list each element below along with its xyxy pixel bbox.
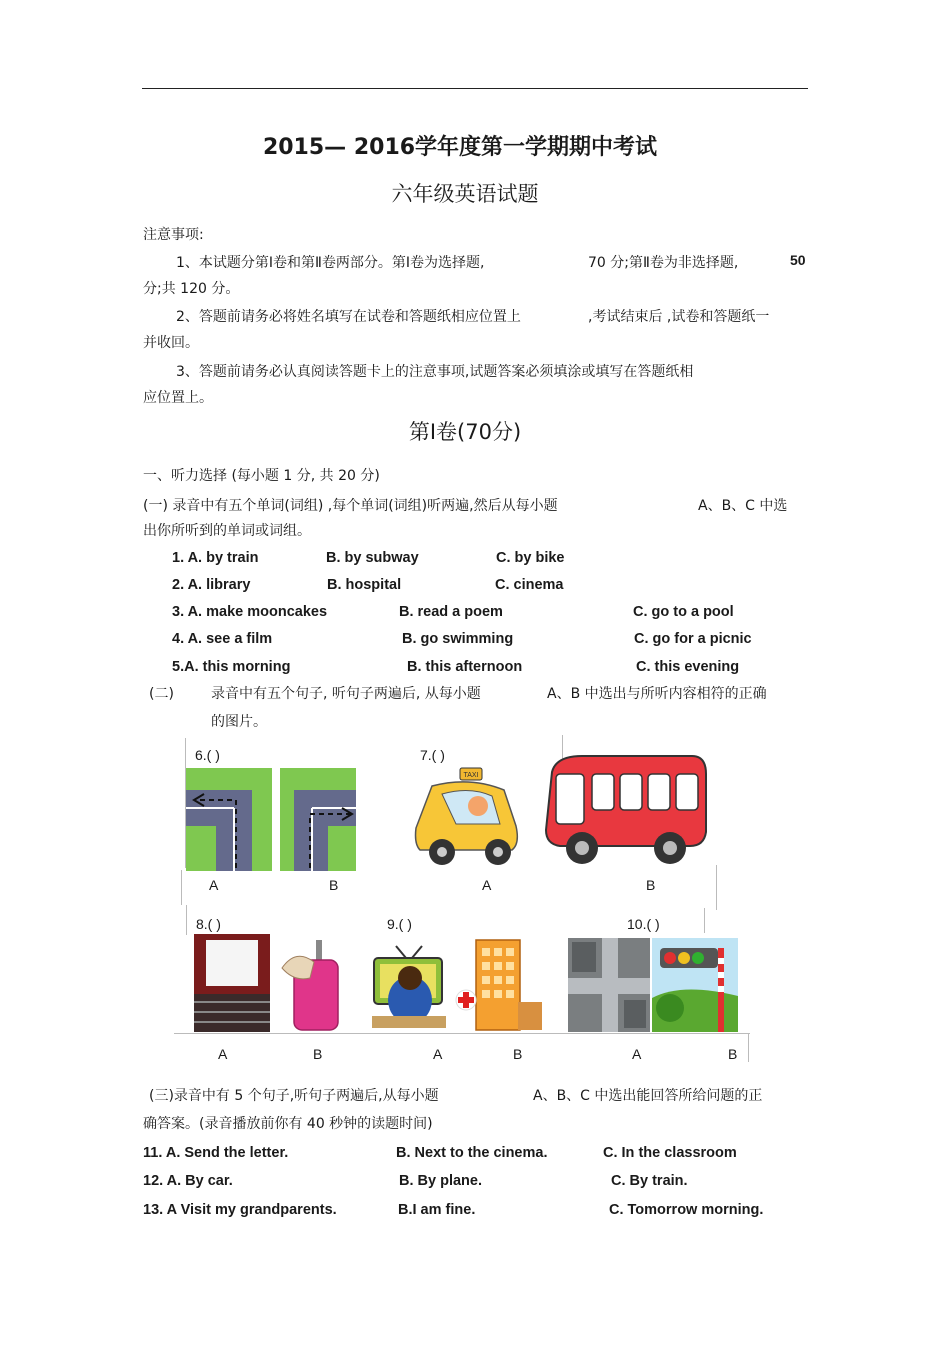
road-turn-left-image [186, 768, 272, 871]
q4-a: 4. A. see a film [172, 631, 273, 647]
notice-item1-c: 50 [790, 252, 806, 268]
q8-option-b: B [313, 1046, 323, 1062]
hospital-image [454, 938, 544, 1032]
notice-item1-d: 分;共 120 分。 [143, 281, 240, 297]
q10-option-b: B [728, 1046, 738, 1062]
q2-c: C. cinema [495, 577, 564, 593]
frame-line [186, 905, 187, 935]
q1-a: 1. A. by train [172, 550, 259, 566]
q13-b: B.I am fine. [398, 1202, 476, 1218]
q12-c: C. By train. [611, 1173, 688, 1189]
q2-a: 2. A. library [172, 577, 251, 593]
suitcase-image [280, 938, 342, 1032]
q9-option-a: A [433, 1046, 443, 1062]
crossroads-image [568, 938, 650, 1032]
notice-item2-a: 2、答题前请务必将姓名填写在试卷和答题纸相应位置上 [176, 309, 521, 325]
q13-c: C. Tomorrow morning. [609, 1202, 764, 1218]
frame-line [704, 908, 705, 933]
q10-label: 10.( ) [627, 916, 660, 932]
q6-label: 6.( ) [195, 747, 220, 763]
sub3-line-a: (三)录音中有 5 个句子,听句子两遍后,从每小题 [149, 1088, 439, 1104]
q3-b: B. read a poem [399, 604, 503, 620]
frame-line [181, 870, 182, 905]
q2-b: B. hospital [327, 577, 402, 593]
road-turn-right-image [280, 768, 356, 871]
exam-title: 2015— 2016学年度第一学期期中考试 [262, 135, 658, 160]
notice-item3-b: 应位置上。 [143, 390, 213, 406]
notice-heading: 注意事项: [143, 227, 204, 243]
q1-b: B. by subway [326, 550, 419, 566]
q3-c: C. go to a pool [633, 604, 734, 620]
sub3-line-b: A、B、C 中选出能回答所给问题的正 [533, 1088, 763, 1104]
part1-heading: 一、听力选择 (每小题 1 分, 共 20 分) [143, 468, 380, 484]
notice-item3-a: 3、答题前请务必认真阅读答题卡上的注意事项,试题答案必须填涂或填写在答题纸相 [176, 364, 694, 380]
q7-option-a: A [482, 877, 492, 893]
taxi-image [412, 766, 522, 870]
q11-a: 11. A. Send the letter. [143, 1145, 289, 1161]
q6-option-b: B [329, 877, 339, 893]
q5-c: C. this evening [636, 659, 740, 675]
frame-line [748, 1034, 749, 1062]
notice-item2-b: ,考试结束后 ,试卷和答题纸一 [588, 309, 770, 325]
sub2-number: (二) [149, 686, 174, 702]
exam-subtitle: 六年级英语试题 [391, 182, 539, 206]
q11-c: C. In the classroom [603, 1145, 737, 1161]
taxi-sign-text: TAXI [463, 772, 479, 779]
sub1-line-c: 出你所听到的单词或词组。 [143, 523, 311, 539]
q4-c: C. go for a picnic [634, 631, 752, 647]
frame-line [716, 865, 717, 910]
q7-option-b: B [646, 877, 656, 893]
q8-label: 8.( ) [196, 916, 221, 932]
q3-a: 3. A. make mooncakes [172, 604, 328, 620]
q5-b: B. this afternoon [407, 659, 523, 675]
traffic-light-image [652, 938, 738, 1032]
sub2-line-d: 的图片。 [211, 714, 267, 730]
q11-b: B. Next to the cinema. [396, 1145, 548, 1161]
q1-c: C. by bike [496, 550, 565, 566]
q9-option-b: B [513, 1046, 523, 1062]
section1-title: 第Ⅰ卷(70分) [408, 420, 522, 444]
q12-b: B. By plane. [399, 1173, 482, 1189]
q13-a: 13. A Visit my grandparents. [143, 1202, 337, 1218]
q8-option-a: A [218, 1046, 228, 1062]
q12-a: 12. A. By car. [143, 1173, 233, 1189]
header-rule [142, 88, 808, 89]
sub3-line-c: 确答案。(录音播放前你有 40 秒钟的读题时间) [143, 1116, 433, 1132]
bus-image [542, 752, 710, 868]
notice-item1-a: 1、本试题分第Ⅰ卷和第Ⅱ卷两部分。第Ⅰ卷为选择题, [176, 255, 485, 271]
q9-label: 9.( ) [387, 916, 412, 932]
sub1-line-a: (一) 录音中有五个单词(词组) ,每个单词(词组)听两遍,然后从每小题 [143, 498, 558, 514]
sub2-line-b: 录音中有五个句子, 听句子两遍后, 从每小题 [211, 686, 481, 702]
notice-item1-b: 70 分;第Ⅱ卷为非选择题, [588, 255, 739, 271]
q5-a: 5.A. this morning [172, 659, 291, 675]
q7-label: 7.( ) [420, 747, 445, 763]
sub1-line-b: A、B、C 中选 [698, 498, 788, 514]
frame-line [174, 1033, 750, 1034]
sub2-line-c: A、B 中选出与所听内容相符的正确 [547, 686, 767, 702]
watching-tv-image [366, 944, 452, 1030]
q10-option-a: A [632, 1046, 642, 1062]
notice-item2-c: 并收回。 [143, 335, 199, 351]
q4-b: B. go swimming [402, 631, 514, 647]
cinema-image [194, 934, 270, 1032]
q6-option-a: A [209, 877, 219, 893]
